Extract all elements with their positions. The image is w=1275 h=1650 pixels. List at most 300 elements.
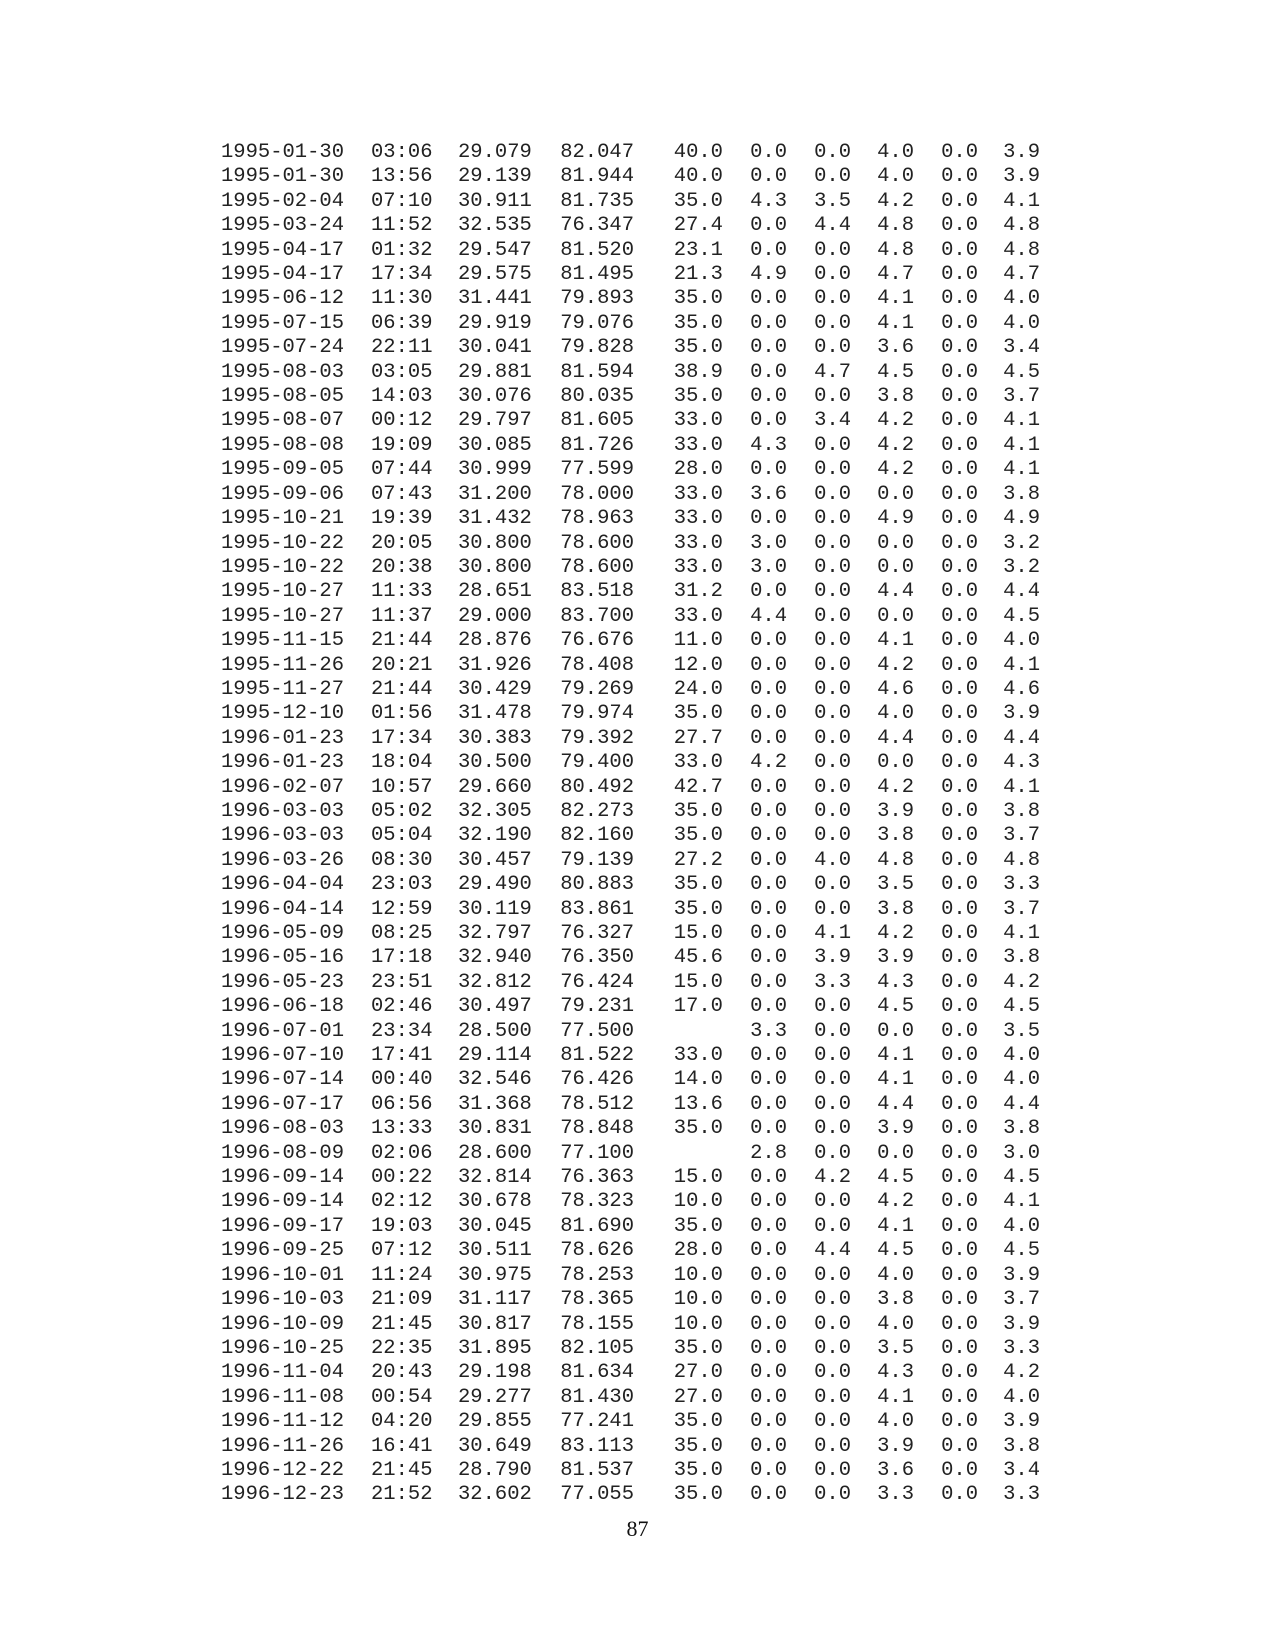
magnitude-4-cell: 0.0 xyxy=(941,214,978,238)
magnitude-3-cell: 4.5 xyxy=(877,1239,914,1263)
depth-cell: 35.0 xyxy=(673,1117,723,1141)
magnitude-2-cell: 0.0 xyxy=(814,141,851,164)
magnitude-4-cell: 0.0 xyxy=(941,1166,978,1190)
latitude-cell: 32.940 xyxy=(458,946,532,970)
magnitude-4-cell: 0.0 xyxy=(941,629,978,653)
magnitude-4-cell: 0.0 xyxy=(941,604,978,628)
magnitude-3-cell: 3.8 xyxy=(877,824,914,848)
magnitude-1-cell: 0.0 xyxy=(750,1044,787,1068)
magnitude-2-cell: 0.0 xyxy=(814,1141,851,1165)
table-row xyxy=(221,1435,1040,1459)
magnitude-3-cell: 4.1 xyxy=(877,1385,914,1409)
latitude-cell: 29.855 xyxy=(458,1410,532,1434)
magnitude-2-cell: 0.0 xyxy=(814,1288,851,1312)
magnitude-1-cell: 0.0 xyxy=(750,1434,787,1458)
magnitude-5-cell: 3.9 xyxy=(1003,1410,1040,1434)
longitude-cell: 76.424 xyxy=(560,970,634,994)
time-cell: 23:03 xyxy=(371,873,433,897)
table-row xyxy=(221,1166,1040,1190)
magnitude-1-cell: 0.0 xyxy=(750,1483,787,1507)
magnitude-4-cell: 0.0 xyxy=(941,799,978,823)
latitude-cell: 29.881 xyxy=(458,360,532,384)
date-cell: 1996-10-09 xyxy=(221,1312,345,1336)
magnitude-4-cell: 0.0 xyxy=(941,555,978,579)
latitude-cell: 29.114 xyxy=(458,1044,532,1068)
date-cell: 1996-08-09 xyxy=(221,1141,345,1165)
latitude-cell: 30.511 xyxy=(458,1239,532,1263)
depth-cell: 40.0 xyxy=(673,165,723,189)
magnitude-5-cell: 3.5 xyxy=(1003,1019,1040,1043)
magnitude-5-cell: 4.0 xyxy=(1003,1068,1040,1092)
time-cell: 21:52 xyxy=(371,1483,433,1507)
table-row xyxy=(221,605,1040,629)
depth-cell: 35.0 xyxy=(673,1410,723,1434)
magnitude-5-cell: 4.0 xyxy=(1003,287,1040,311)
depth-cell: 35.0 xyxy=(673,824,723,848)
longitude-cell: 78.963 xyxy=(560,507,634,531)
magnitude-1-cell: 0.0 xyxy=(750,1190,787,1214)
magnitude-1-cell: 0.0 xyxy=(750,1336,787,1360)
longitude-cell: 78.512 xyxy=(560,1092,634,1116)
magnitude-3-cell: 4.1 xyxy=(877,311,914,335)
depth-cell: 42.7 xyxy=(673,775,723,799)
magnitude-2-cell: 4.2 xyxy=(814,1166,851,1190)
magnitude-5-cell: 4.5 xyxy=(1003,995,1040,1019)
magnitude-1-cell: 0.0 xyxy=(750,677,787,701)
depth-cell: 15.0 xyxy=(673,970,723,994)
table-row xyxy=(221,1215,1040,1239)
magnitude-5-cell: 3.9 xyxy=(1003,165,1040,189)
magnitude-5-cell: 4.1 xyxy=(1003,1190,1040,1214)
magnitude-3-cell: 0.0 xyxy=(877,531,914,555)
magnitude-1-cell: 0.0 xyxy=(750,1068,787,1092)
table-row xyxy=(221,1239,1040,1263)
magnitude-2-cell: 0.0 xyxy=(814,1483,851,1507)
magnitude-2-cell: 0.0 xyxy=(814,1336,851,1360)
magnitude-1-cell: 0.0 xyxy=(750,1385,787,1409)
magnitude-5-cell: 4.1 xyxy=(1003,775,1040,799)
magnitude-3-cell: 3.9 xyxy=(877,946,914,970)
magnitude-3-cell: 4.0 xyxy=(877,1410,914,1434)
latitude-cell: 31.117 xyxy=(458,1288,532,1312)
depth-cell: 35.0 xyxy=(673,702,723,726)
date-cell: 1995-08-05 xyxy=(221,385,345,409)
longitude-cell: 79.076 xyxy=(560,311,634,335)
depth-cell: 38.9 xyxy=(673,360,723,384)
date-cell: 1996-05-09 xyxy=(221,922,345,945)
magnitude-2-cell: 0.0 xyxy=(814,1019,851,1043)
magnitude-5-cell: 4.1 xyxy=(1003,189,1040,213)
latitude-cell: 32.602 xyxy=(458,1483,532,1507)
magnitude-1-cell: 0.0 xyxy=(750,824,787,848)
time-cell: 04:20 xyxy=(371,1410,433,1434)
table-row xyxy=(221,824,1040,848)
date-cell: 1996-01-23 xyxy=(221,726,345,750)
longitude-cell: 79.974 xyxy=(560,702,634,726)
magnitude-2-cell: 0.0 xyxy=(814,385,851,409)
magnitude-2-cell: 0.0 xyxy=(814,165,851,189)
depth-cell: 27.0 xyxy=(673,1385,723,1409)
magnitude-4-cell: 0.0 xyxy=(941,1068,978,1092)
longitude-cell: 81.690 xyxy=(560,1214,634,1238)
magnitude-4-cell: 0.0 xyxy=(941,165,978,189)
date-cell: 1996-11-12 xyxy=(221,1410,345,1434)
table-row xyxy=(221,385,1040,409)
magnitude-3-cell: 0.0 xyxy=(877,1141,914,1165)
magnitude-4-cell: 0.0 xyxy=(941,946,978,970)
time-cell: 07:43 xyxy=(371,482,433,506)
latitude-cell: 30.085 xyxy=(458,433,532,457)
longitude-cell: 81.520 xyxy=(560,238,634,262)
longitude-cell: 82.160 xyxy=(560,824,634,848)
table-row xyxy=(221,1068,1040,1092)
magnitude-3-cell: 4.5 xyxy=(877,995,914,1019)
table-row xyxy=(221,1288,1040,1312)
date-cell: 1996-11-08 xyxy=(221,1385,345,1409)
latitude-cell: 31.368 xyxy=(458,1092,532,1116)
magnitude-3-cell: 4.2 xyxy=(877,922,914,945)
magnitude-1-cell: 0.0 xyxy=(750,1458,787,1482)
magnitude-1-cell: 4.9 xyxy=(750,263,787,287)
longitude-cell: 76.426 xyxy=(560,1068,634,1092)
magnitude-3-cell: 4.4 xyxy=(877,726,914,750)
depth-cell: 33.0 xyxy=(673,555,723,579)
date-cell: 1996-07-14 xyxy=(221,1068,345,1092)
time-cell: 01:56 xyxy=(371,702,433,726)
magnitude-1-cell: 0.0 xyxy=(750,385,787,409)
depth-cell: 27.2 xyxy=(673,848,723,872)
table-row xyxy=(221,312,1040,336)
magnitude-4-cell: 0.0 xyxy=(941,1385,978,1409)
magnitude-5-cell: 3.7 xyxy=(1003,897,1040,921)
magnitude-2-cell: 4.1 xyxy=(814,922,851,945)
table-row xyxy=(221,1386,1040,1410)
table-row xyxy=(221,727,1040,751)
table-row xyxy=(221,1410,1040,1434)
magnitude-5-cell: 3.2 xyxy=(1003,531,1040,555)
time-cell: 21:45 xyxy=(371,1458,433,1482)
magnitude-1-cell: 0.0 xyxy=(750,1092,787,1116)
table-row xyxy=(221,532,1040,556)
magnitude-5-cell: 4.0 xyxy=(1003,1044,1040,1068)
longitude-cell: 78.848 xyxy=(560,1117,634,1141)
magnitude-5-cell: 4.4 xyxy=(1003,580,1040,604)
longitude-cell: 81.537 xyxy=(560,1458,634,1482)
magnitude-3-cell: 3.5 xyxy=(877,873,914,897)
magnitude-3-cell: 4.1 xyxy=(877,1214,914,1238)
time-cell: 19:03 xyxy=(371,1214,433,1238)
table-row xyxy=(221,141,1040,165)
longitude-cell: 77.500 xyxy=(560,1019,634,1043)
magnitude-4-cell: 0.0 xyxy=(941,775,978,799)
magnitude-5-cell: 3.8 xyxy=(1003,799,1040,823)
table-row xyxy=(221,239,1040,263)
table-row xyxy=(221,165,1040,189)
date-cell: 1996-06-18 xyxy=(221,995,345,1019)
time-cell: 11:52 xyxy=(371,214,433,238)
time-cell: 01:32 xyxy=(371,238,433,262)
magnitude-3-cell: 4.0 xyxy=(877,1312,914,1336)
magnitude-3-cell: 0.0 xyxy=(877,1019,914,1043)
table-row xyxy=(221,849,1040,873)
magnitude-3-cell: 4.2 xyxy=(877,775,914,799)
magnitude-4-cell: 0.0 xyxy=(941,1263,978,1287)
latitude-cell: 28.500 xyxy=(458,1019,532,1043)
magnitude-1-cell: 0.0 xyxy=(750,141,787,164)
time-cell: 22:11 xyxy=(371,336,433,360)
latitude-cell: 30.076 xyxy=(458,385,532,409)
magnitude-2-cell: 4.7 xyxy=(814,360,851,384)
magnitude-4-cell: 0.0 xyxy=(941,970,978,994)
time-cell: 14:03 xyxy=(371,385,433,409)
time-cell: 11:24 xyxy=(371,1263,433,1287)
magnitude-5-cell: 3.8 xyxy=(1003,1117,1040,1141)
magnitude-1-cell: 4.3 xyxy=(750,189,787,213)
latitude-cell: 31.441 xyxy=(458,287,532,311)
magnitude-3-cell: 3.9 xyxy=(877,1434,914,1458)
latitude-cell: 29.079 xyxy=(458,141,532,164)
magnitude-5-cell: 4.0 xyxy=(1003,1385,1040,1409)
table-row xyxy=(221,556,1040,580)
time-cell: 08:30 xyxy=(371,848,433,872)
magnitude-3-cell: 3.3 xyxy=(877,1483,914,1507)
magnitude-2-cell: 0.0 xyxy=(814,629,851,653)
magnitude-3-cell: 0.0 xyxy=(877,482,914,506)
magnitude-4-cell: 0.0 xyxy=(941,1044,978,1068)
longitude-cell: 76.363 xyxy=(560,1166,634,1190)
depth-cell: 35.0 xyxy=(673,1458,723,1482)
magnitude-2-cell: 0.0 xyxy=(814,1312,851,1336)
magnitude-1-cell: 0.0 xyxy=(750,214,787,238)
time-cell: 03:06 xyxy=(371,141,433,164)
date-cell: 1995-07-24 xyxy=(221,336,345,360)
magnitude-1-cell: 0.0 xyxy=(750,1312,787,1336)
magnitude-1-cell: 0.0 xyxy=(750,165,787,189)
depth-cell: 35.0 xyxy=(673,799,723,823)
date-cell: 1996-10-03 xyxy=(221,1288,345,1312)
date-cell: 1995-04-17 xyxy=(221,238,345,262)
depth-cell: 31.2 xyxy=(673,580,723,604)
longitude-cell: 82.047 xyxy=(560,141,634,164)
depth-cell: 33.0 xyxy=(673,604,723,628)
depth-cell: 33.0 xyxy=(673,751,723,775)
date-cell: 1996-09-14 xyxy=(221,1190,345,1214)
magnitude-4-cell: 0.0 xyxy=(941,458,978,482)
time-cell: 06:39 xyxy=(371,311,433,335)
time-cell: 17:18 xyxy=(371,946,433,970)
magnitude-2-cell: 3.3 xyxy=(814,970,851,994)
depth-cell: 10.0 xyxy=(673,1312,723,1336)
magnitude-1-cell: 4.4 xyxy=(750,604,787,628)
magnitude-2-cell: 0.0 xyxy=(814,824,851,848)
date-cell: 1995-11-15 xyxy=(221,629,345,653)
magnitude-3-cell: 4.2 xyxy=(877,1190,914,1214)
magnitude-3-cell: 4.0 xyxy=(877,702,914,726)
table-row xyxy=(221,898,1040,922)
time-cell: 07:12 xyxy=(371,1239,433,1263)
time-cell: 00:54 xyxy=(371,1385,433,1409)
magnitude-3-cell: 4.0 xyxy=(877,141,914,164)
magnitude-1-cell: 0.0 xyxy=(750,702,787,726)
magnitude-5-cell: 4.1 xyxy=(1003,433,1040,457)
time-cell: 02:06 xyxy=(371,1141,433,1165)
latitude-cell: 29.277 xyxy=(458,1385,532,1409)
depth-cell: 33.0 xyxy=(673,482,723,506)
magnitude-5-cell: 3.9 xyxy=(1003,1263,1040,1287)
magnitude-4-cell: 0.0 xyxy=(941,360,978,384)
magnitude-4-cell: 0.0 xyxy=(941,1458,978,1482)
longitude-cell: 79.139 xyxy=(560,848,634,872)
table-row xyxy=(221,580,1040,604)
longitude-cell: 79.893 xyxy=(560,287,634,311)
magnitude-4-cell: 0.0 xyxy=(941,507,978,531)
table-row xyxy=(221,483,1040,507)
magnitude-4-cell: 0.0 xyxy=(941,702,978,726)
longitude-cell: 78.408 xyxy=(560,653,634,677)
magnitude-4-cell: 0.0 xyxy=(941,433,978,457)
magnitude-2-cell: 0.0 xyxy=(814,604,851,628)
magnitude-1-cell: 0.0 xyxy=(750,287,787,311)
latitude-cell: 30.045 xyxy=(458,1214,532,1238)
magnitude-1-cell: 0.0 xyxy=(750,1166,787,1190)
table-row xyxy=(221,776,1040,800)
depth-cell: 35.0 xyxy=(673,189,723,213)
depth-cell: 10.0 xyxy=(673,1263,723,1287)
latitude-cell: 31.926 xyxy=(458,653,532,677)
longitude-cell: 77.100 xyxy=(560,1141,634,1165)
time-cell: 06:56 xyxy=(371,1092,433,1116)
time-cell: 19:39 xyxy=(371,507,433,531)
magnitude-1-cell: 0.0 xyxy=(750,580,787,604)
date-cell: 1996-03-26 xyxy=(221,848,345,872)
magnitude-3-cell: 4.0 xyxy=(877,1263,914,1287)
magnitude-3-cell: 4.1 xyxy=(877,1068,914,1092)
magnitude-1-cell: 0.0 xyxy=(750,336,787,360)
magnitude-4-cell: 0.0 xyxy=(941,1410,978,1434)
table-row xyxy=(221,654,1040,678)
latitude-cell: 30.817 xyxy=(458,1312,532,1336)
magnitude-2-cell: 0.0 xyxy=(814,653,851,677)
longitude-cell: 76.676 xyxy=(560,629,634,653)
date-cell: 1996-05-23 xyxy=(221,970,345,994)
magnitude-1-cell: 0.0 xyxy=(750,1361,787,1385)
magnitude-5-cell: 4.7 xyxy=(1003,263,1040,287)
magnitude-1-cell: 0.0 xyxy=(750,1410,787,1434)
magnitude-3-cell: 4.8 xyxy=(877,214,914,238)
magnitude-4-cell: 0.0 xyxy=(941,824,978,848)
latitude-cell: 28.790 xyxy=(458,1458,532,1482)
magnitude-5-cell: 4.5 xyxy=(1003,1166,1040,1190)
time-cell: 17:34 xyxy=(371,726,433,750)
magnitude-3-cell: 3.6 xyxy=(877,336,914,360)
magnitude-2-cell: 3.4 xyxy=(814,409,851,433)
date-cell: 1996-01-23 xyxy=(221,751,345,775)
magnitude-2-cell: 0.0 xyxy=(814,1410,851,1434)
magnitude-3-cell: 4.2 xyxy=(877,189,914,213)
depth-cell: 40.0 xyxy=(673,141,723,164)
magnitude-3-cell: 0.0 xyxy=(877,555,914,579)
depth-cell: 28.0 xyxy=(673,458,723,482)
table-row xyxy=(221,1190,1040,1214)
magnitude-4-cell: 0.0 xyxy=(941,1141,978,1165)
longitude-cell: 78.600 xyxy=(560,555,634,579)
table-row xyxy=(221,336,1040,360)
magnitude-2-cell: 4.0 xyxy=(814,848,851,872)
table-row xyxy=(221,1117,1040,1141)
time-cell: 00:12 xyxy=(371,409,433,433)
latitude-cell: 30.975 xyxy=(458,1263,532,1287)
latitude-cell: 30.497 xyxy=(458,995,532,1019)
latitude-cell: 30.383 xyxy=(458,726,532,750)
magnitude-5-cell: 4.1 xyxy=(1003,653,1040,677)
magnitude-5-cell: 4.8 xyxy=(1003,848,1040,872)
table-row xyxy=(221,458,1040,482)
magnitude-4-cell: 0.0 xyxy=(941,1312,978,1336)
longitude-cell: 82.105 xyxy=(560,1336,634,1360)
magnitude-4-cell: 0.0 xyxy=(941,311,978,335)
table-row xyxy=(221,409,1040,433)
magnitude-5-cell: 4.8 xyxy=(1003,214,1040,238)
depth-cell: 23.1 xyxy=(673,238,723,262)
depth-cell: 10.0 xyxy=(673,1190,723,1214)
magnitude-2-cell: 0.0 xyxy=(814,1092,851,1116)
magnitude-4-cell: 0.0 xyxy=(941,1483,978,1507)
time-cell: 12:59 xyxy=(371,897,433,921)
time-cell: 02:46 xyxy=(371,995,433,1019)
magnitude-5-cell: 3.3 xyxy=(1003,873,1040,897)
magnitude-5-cell: 4.2 xyxy=(1003,1361,1040,1385)
table-row xyxy=(221,1459,1040,1483)
time-cell: 19:09 xyxy=(371,433,433,457)
magnitude-3-cell: 3.6 xyxy=(877,1458,914,1482)
depth-cell: 27.4 xyxy=(673,214,723,238)
depth-cell: 35.0 xyxy=(673,873,723,897)
magnitude-1-cell: 3.3 xyxy=(750,1019,787,1043)
magnitude-2-cell: 0.0 xyxy=(814,482,851,506)
table-row xyxy=(221,1483,1040,1507)
table-row xyxy=(221,678,1040,702)
magnitude-4-cell: 0.0 xyxy=(941,1092,978,1116)
magnitude-5-cell: 3.7 xyxy=(1003,824,1040,848)
latitude-cell: 29.490 xyxy=(458,873,532,897)
time-cell: 20:43 xyxy=(371,1361,433,1385)
depth-cell: 35.0 xyxy=(673,1434,723,1458)
depth-cell: 15.0 xyxy=(673,922,723,945)
time-cell: 13:56 xyxy=(371,165,433,189)
magnitude-4-cell: 0.0 xyxy=(941,1214,978,1238)
depth-cell: 10.0 xyxy=(673,1288,723,1312)
latitude-cell: 32.535 xyxy=(458,214,532,238)
date-cell: 1995-03-24 xyxy=(221,214,345,238)
time-cell: 03:05 xyxy=(371,360,433,384)
magnitude-3-cell: 3.5 xyxy=(877,1336,914,1360)
time-cell: 00:40 xyxy=(371,1068,433,1092)
magnitude-2-cell: 0.0 xyxy=(814,336,851,360)
table-row xyxy=(221,1142,1040,1166)
depth-cell: 45.6 xyxy=(673,946,723,970)
time-cell: 21:44 xyxy=(371,629,433,653)
date-cell: 1995-06-12 xyxy=(221,287,345,311)
date-cell: 1996-03-03 xyxy=(221,824,345,848)
magnitude-5-cell: 3.7 xyxy=(1003,1288,1040,1312)
magnitude-1-cell: 0.0 xyxy=(750,238,787,262)
magnitude-1-cell: 2.8 xyxy=(750,1141,787,1165)
magnitude-2-cell: 0.0 xyxy=(814,238,851,262)
magnitude-1-cell: 0.0 xyxy=(750,458,787,482)
latitude-cell: 29.660 xyxy=(458,775,532,799)
date-cell: 1995-10-21 xyxy=(221,507,345,531)
magnitude-3-cell: 4.2 xyxy=(877,653,914,677)
